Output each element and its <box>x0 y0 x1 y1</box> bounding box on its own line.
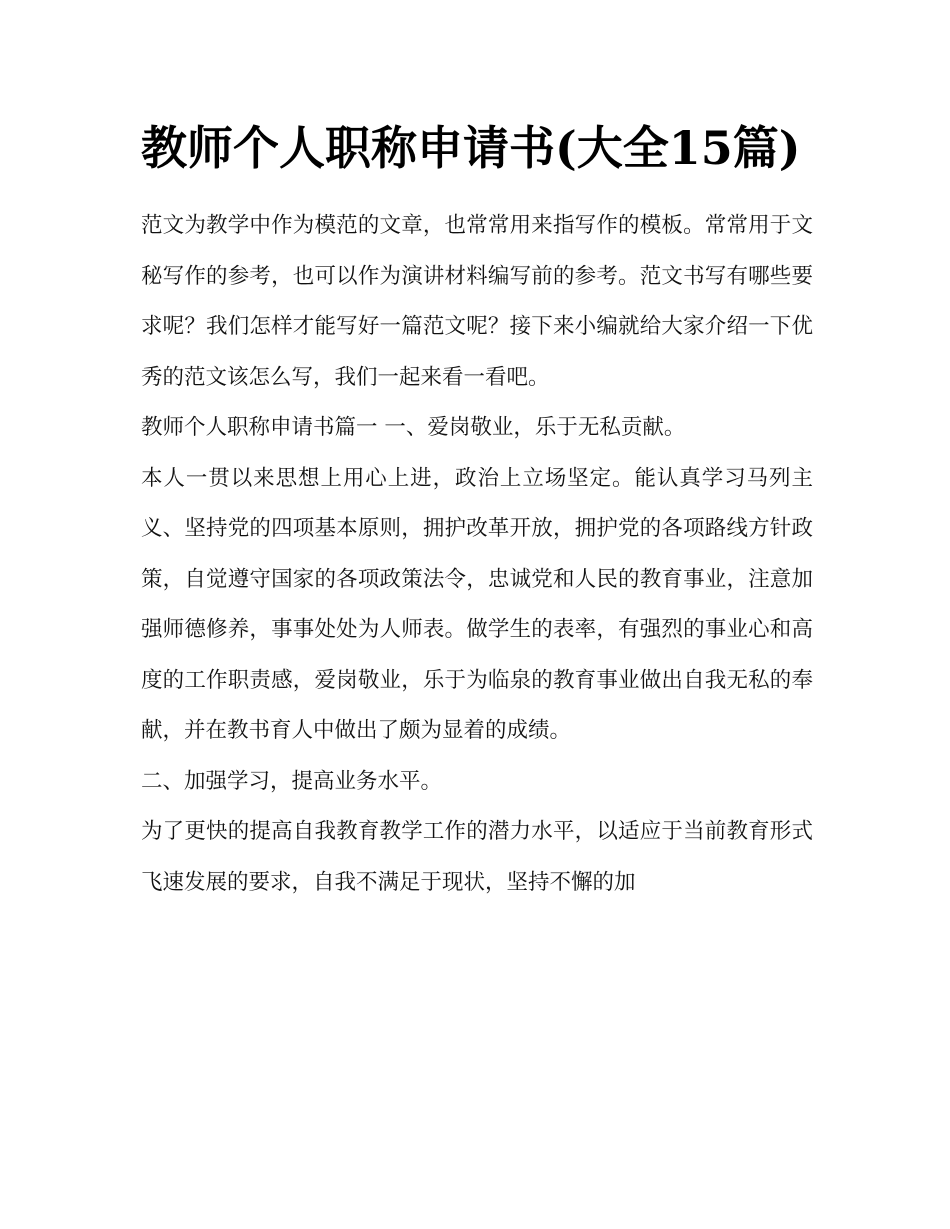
document-content <box>141 113 813 908</box>
document-title: 教师个人职称申请书(大全15篇) <box>141 121 801 175</box>
paragraph-intro: 范文为教学中作为模范的文章，也常常用来指写作的模板。常常用于文秘写作的参考，也可以作为演讲材料编写前的参考。范文书写有哪些要求呢？我们怎样才能写好一篇范文呢？接下来小编就给大家介绍一下优秀的范文该怎么写，我们一起来看一看吧。 <box>141 213 813 390</box>
paragraph-section-2-body: 为了更快的提高自我教育教学工作的潜力水平，以适应于当前教育形式飞速发展的要求，自我不满足于现状，坚持不懈的加 <box>141 819 813 895</box>
paragraph-section-1-body: 本人一贯以来思想上用心上进，政治上立场坚定。能认真学习马列主义、坚持党的四项基本原则，拥护改革开放，拥护党的各项路线方针政策，自觉遵守国家的各项政策法令，忠诚党和人民的教育事业，注意加强师德修养，事事处处为人师表。做学生的表率，有强烈的事业心和高度的工作职责感，爱岗敬业，乐于为临泉的教育事业做出自我无私的奉献，并在教书育人中做出了颇为显着的成绩。 <box>141 465 813 743</box>
paragraph-section-2-heading: 二、加强学习，提高业务水平。 <box>141 768 443 794</box>
paragraph-section-1-heading: 教师个人职称申请书篇一 一、爱岗敬业，乐于无私贡献。 <box>141 415 686 440</box>
